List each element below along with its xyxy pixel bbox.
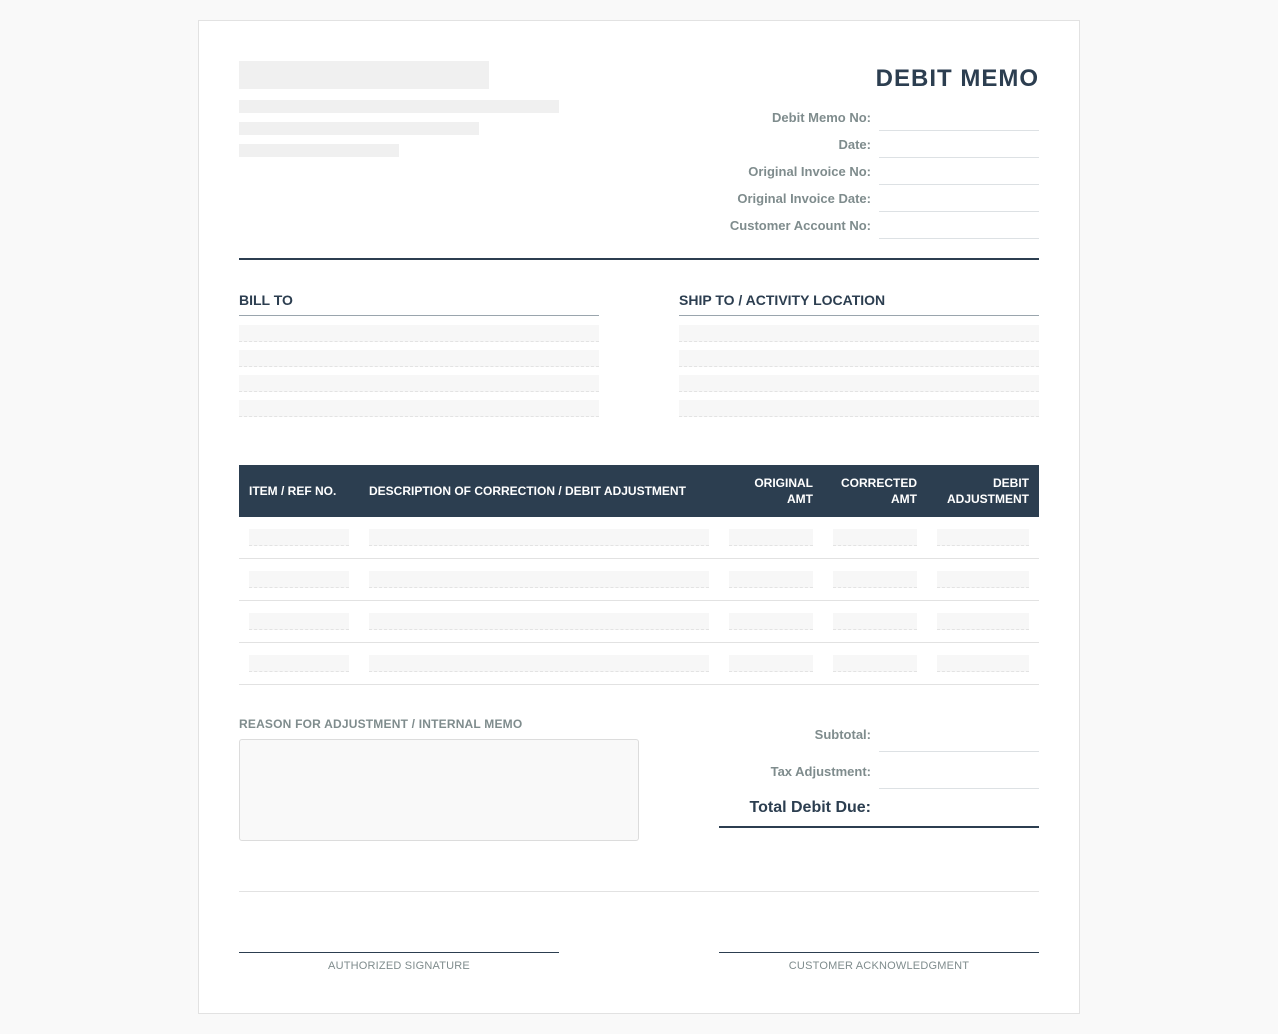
signature-divider <box>239 891 1039 892</box>
col-label: AMT <box>891 492 917 506</box>
memo-textarea[interactable] <box>239 739 639 841</box>
bill-to-heading: BILL TO <box>239 292 599 316</box>
meta-date[interactable] <box>619 131 1039 158</box>
subtotal-label: Subtotal: <box>814 727 871 742</box>
description-cell[interactable] <box>369 529 709 546</box>
description-cell[interactable] <box>369 655 709 672</box>
original-amt-cell[interactable] <box>729 571 813 588</box>
row-divider <box>239 684 1039 685</box>
description-cell[interactable] <box>369 571 709 588</box>
corrected-amt-cell[interactable] <box>833 613 917 630</box>
col-label: CORRECTED <box>840 476 917 490</box>
meta-label: Date: <box>838 137 871 152</box>
col-label: DESCRIPTION OF CORRECTION / DEBIT ADJUSTMENT <box>369 484 686 498</box>
customer-acknowledgment-line[interactable] <box>719 952 1039 953</box>
tax-adjustment-input-line[interactable] <box>879 788 1039 789</box>
company-address-line-2 <box>239 122 479 135</box>
meta-label: Debit Memo No: <box>772 110 871 125</box>
meta-customer-account-no[interactable] <box>619 212 1039 239</box>
ship-to-heading: SHIP TO / ACTIVITY LOCATION <box>679 292 1039 316</box>
bill-to-line[interactable] <box>239 400 599 417</box>
col-debit-adjustment <box>947 475 1029 507</box>
col-label: ADJUSTMENT <box>946 492 1029 506</box>
item-ref-cell[interactable] <box>249 529 349 546</box>
original-amt-cell[interactable] <box>729 655 813 672</box>
bill-to-line[interactable] <box>239 375 599 392</box>
col-label: ITEM / REF NO. <box>249 484 337 498</box>
item-ref-cell[interactable] <box>249 655 349 672</box>
description-cell[interactable] <box>369 613 709 630</box>
total-debit-due-label: Total Debit Due: <box>749 799 871 816</box>
ship-to-line[interactable] <box>679 400 1039 417</box>
meta-debit-memo-no[interactable] <box>619 104 1039 131</box>
original-amt-cell[interactable] <box>729 529 813 546</box>
debit-adjustment-cell[interactable] <box>937 613 1029 630</box>
meta-original-invoice-date[interactable] <box>619 185 1039 212</box>
col-label: AMT <box>787 492 813 506</box>
debit-adjustment-cell[interactable] <box>937 571 1029 588</box>
original-amt-cell[interactable] <box>729 613 813 630</box>
authorized-signature-label: AUTHORIZED SIGNATURE <box>328 960 470 972</box>
col-label: DEBIT <box>993 476 1029 490</box>
memo-label: REASON FOR ADJUSTMENT / INTERNAL MEMO <box>239 717 523 731</box>
col-corrected-amt <box>841 475 917 507</box>
corrected-amt-cell[interactable] <box>833 655 917 672</box>
col-item-ref <box>249 483 336 499</box>
tax-adjustment-label: Tax Adjustment: <box>770 764 871 779</box>
meta-label: Original Invoice No: <box>748 164 871 179</box>
company-address-line-1 <box>239 100 559 113</box>
bill-to-line[interactable] <box>239 350 599 367</box>
ship-to-line[interactable] <box>679 375 1039 392</box>
item-ref-cell[interactable] <box>249 571 349 588</box>
row-divider <box>239 558 1039 559</box>
meta-original-invoice-no[interactable] <box>619 158 1039 185</box>
meta-label: Original Invoice Date: <box>737 191 871 206</box>
debit-adjustment-cell[interactable] <box>937 529 1029 546</box>
authorized-signature-line[interactable] <box>239 952 559 953</box>
document-title: DEBIT MEMO <box>875 65 1039 92</box>
total-debit-due-line[interactable] <box>719 826 1039 828</box>
debit-memo-sheet <box>198 20 1080 1014</box>
customer-acknowledgment-label: CUSTOMER ACKNOWLEDGMENT <box>788 960 970 972</box>
corrected-amt-cell[interactable] <box>833 529 917 546</box>
subtotal-input-line[interactable] <box>879 751 1039 752</box>
meta-label: Customer Account No: <box>729 218 871 233</box>
item-ref-cell[interactable] <box>249 613 349 630</box>
debit-adjustment-cell[interactable] <box>937 655 1029 672</box>
line-items-table-header <box>239 465 1039 517</box>
col-label: ORIGINAL <box>754 476 813 490</box>
company-address-line-3 <box>239 144 399 157</box>
corrected-amt-cell[interactable] <box>833 571 917 588</box>
company-name-placeholder <box>239 61 489 89</box>
header-divider <box>239 258 1039 260</box>
col-original-amt <box>754 475 813 507</box>
ship-to-line[interactable] <box>679 350 1039 367</box>
meta-input-line[interactable] <box>879 238 1039 239</box>
bill-to-line[interactable] <box>239 325 599 342</box>
col-description <box>369 483 686 499</box>
row-divider <box>239 600 1039 601</box>
ship-to-line[interactable] <box>679 325 1039 342</box>
row-divider <box>239 642 1039 643</box>
